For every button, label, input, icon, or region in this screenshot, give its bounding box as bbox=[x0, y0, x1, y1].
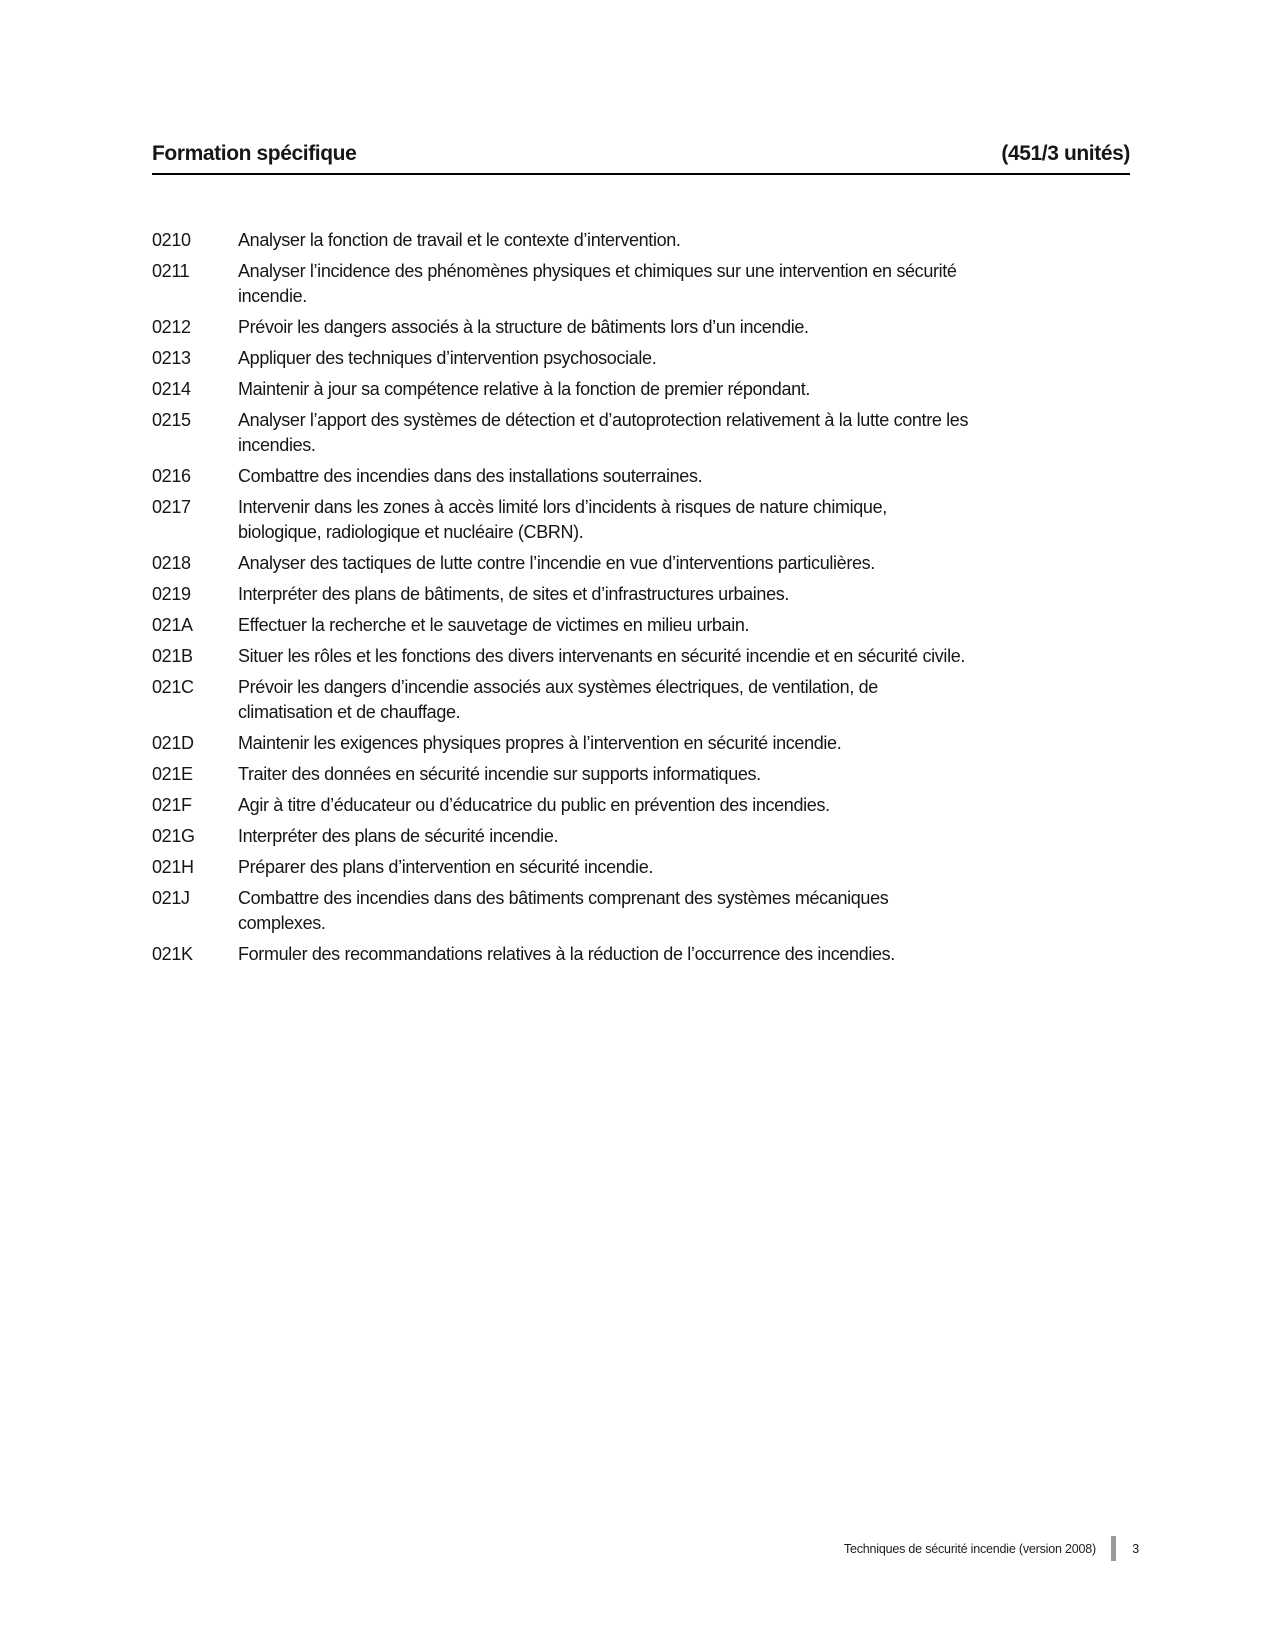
item-text: Agir à titre d’éducateur ou d’éducatrice du public en prévention des incendies. bbox=[238, 795, 830, 815]
item-code: 0214 bbox=[152, 379, 191, 399]
item-code: 0217 bbox=[152, 497, 191, 517]
item-code: 0213 bbox=[152, 348, 191, 368]
list-item bbox=[152, 793, 1142, 818]
item-text: Prévoir les dangers associés à la structure de bâtiments lors d’un incendie. bbox=[238, 317, 809, 337]
list-item bbox=[152, 762, 1142, 787]
item-code: 0216 bbox=[152, 466, 191, 486]
item-text: Appliquer des techniques d’intervention psychosociale. bbox=[238, 348, 657, 368]
list-item bbox=[152, 942, 1142, 967]
item-code: 021J bbox=[152, 888, 190, 908]
item-code: 0218 bbox=[152, 553, 191, 573]
list-item bbox=[152, 408, 1142, 458]
item-text: Traiter des données en sécurité incendie sur supports informatiques. bbox=[238, 764, 761, 784]
page-header bbox=[152, 142, 1130, 175]
list-item bbox=[152, 824, 1142, 849]
list-item bbox=[152, 886, 1142, 936]
list-item bbox=[152, 731, 1142, 756]
list-item bbox=[152, 259, 1142, 309]
item-code: 021F bbox=[152, 795, 192, 815]
item-text: Effectuer la recherche et le sauvetage de victimes en milieu urbain. bbox=[238, 615, 750, 635]
item-text: Maintenir à jour sa compétence relative à la fonction de premier répondant. bbox=[238, 379, 811, 399]
list-item bbox=[152, 495, 1142, 545]
item-code: 0212 bbox=[152, 317, 191, 337]
item-code: 021C bbox=[152, 677, 194, 697]
list-item bbox=[152, 551, 1142, 576]
page-number: 3 bbox=[1132, 1541, 1139, 1556]
item-text: Maintenir les exigences physiques propres à l’intervention en sécurité incendie. bbox=[238, 733, 842, 753]
section-title: Formation spécifique bbox=[152, 142, 357, 165]
item-code: 0210 bbox=[152, 230, 191, 250]
item-text: Analyser des tactiques de lutte contre l’incendie en vue d’interventions particulières. bbox=[238, 553, 875, 573]
item-text: Formuler des recommandations relatives à la réduction de l’occurrence des incendies. bbox=[238, 944, 895, 964]
item-text: Analyser l’apport des systèmes de détection et d’autoprotection relativement à la lutte contre les incendies. bbox=[238, 410, 969, 455]
item-text: Combattre des incendies dans des bâtiments comprenant des systèmes mécaniques complexes. bbox=[238, 888, 889, 933]
item-text: Interpréter des plans de sécurité incendie. bbox=[238, 826, 559, 846]
item-text: Intervenir dans les zones à accès limité lors d’incidents à risques de nature chimique, biologique, radiologique et nucléaire (CBRN). bbox=[238, 497, 887, 542]
item-text: Prévoir les dangers d’incendie associés aux systèmes électriques, de ventilation, de climatisation et de chauffage. bbox=[238, 677, 878, 722]
item-code: 021B bbox=[152, 646, 193, 666]
item-code: 021G bbox=[152, 826, 195, 846]
section-units: (451/3 unités) bbox=[1001, 142, 1130, 165]
list-item bbox=[152, 464, 1142, 489]
list-item bbox=[152, 315, 1142, 340]
item-code: 021H bbox=[152, 857, 194, 877]
item-text: Combattre des incendies dans des installations souterraines. bbox=[238, 466, 703, 486]
list-item bbox=[152, 644, 1142, 669]
item-code: 021K bbox=[152, 944, 193, 964]
list-item bbox=[152, 582, 1142, 607]
page-footer bbox=[844, 1536, 1139, 1561]
item-text: Situer les rôles et les fonctions des divers intervenants en sécurité incendie et en sécurité civile. bbox=[238, 646, 966, 666]
item-text: Interpréter des plans de bâtiments, de sites et d’infrastructures urbaines. bbox=[238, 584, 790, 604]
list-item bbox=[152, 855, 1142, 880]
item-code: 021E bbox=[152, 764, 193, 784]
list-item bbox=[152, 346, 1142, 371]
item-text: Analyser la fonction de travail et le contexte d’intervention. bbox=[238, 230, 681, 250]
item-text: Préparer des plans d’intervention en sécurité incendie. bbox=[238, 857, 654, 877]
list-item bbox=[152, 613, 1142, 638]
footer-document-title: Techniques de sécurité incendie (version 2008) bbox=[843, 1541, 1096, 1556]
item-code: 021A bbox=[152, 615, 193, 635]
item-code: 021D bbox=[152, 733, 194, 753]
list-item bbox=[152, 377, 1142, 402]
competency-list bbox=[152, 228, 1142, 973]
item-code: 0215 bbox=[152, 410, 191, 430]
item-code: 0211 bbox=[152, 261, 190, 281]
item-code: 0219 bbox=[152, 584, 191, 604]
item-text: Analyser l’incidence des phénomènes physiques et chimiques sur une intervention en sécurité incendie. bbox=[238, 261, 957, 306]
list-item bbox=[152, 675, 1142, 725]
list-item bbox=[152, 228, 1142, 253]
footer-divider-bar bbox=[1111, 1536, 1116, 1561]
